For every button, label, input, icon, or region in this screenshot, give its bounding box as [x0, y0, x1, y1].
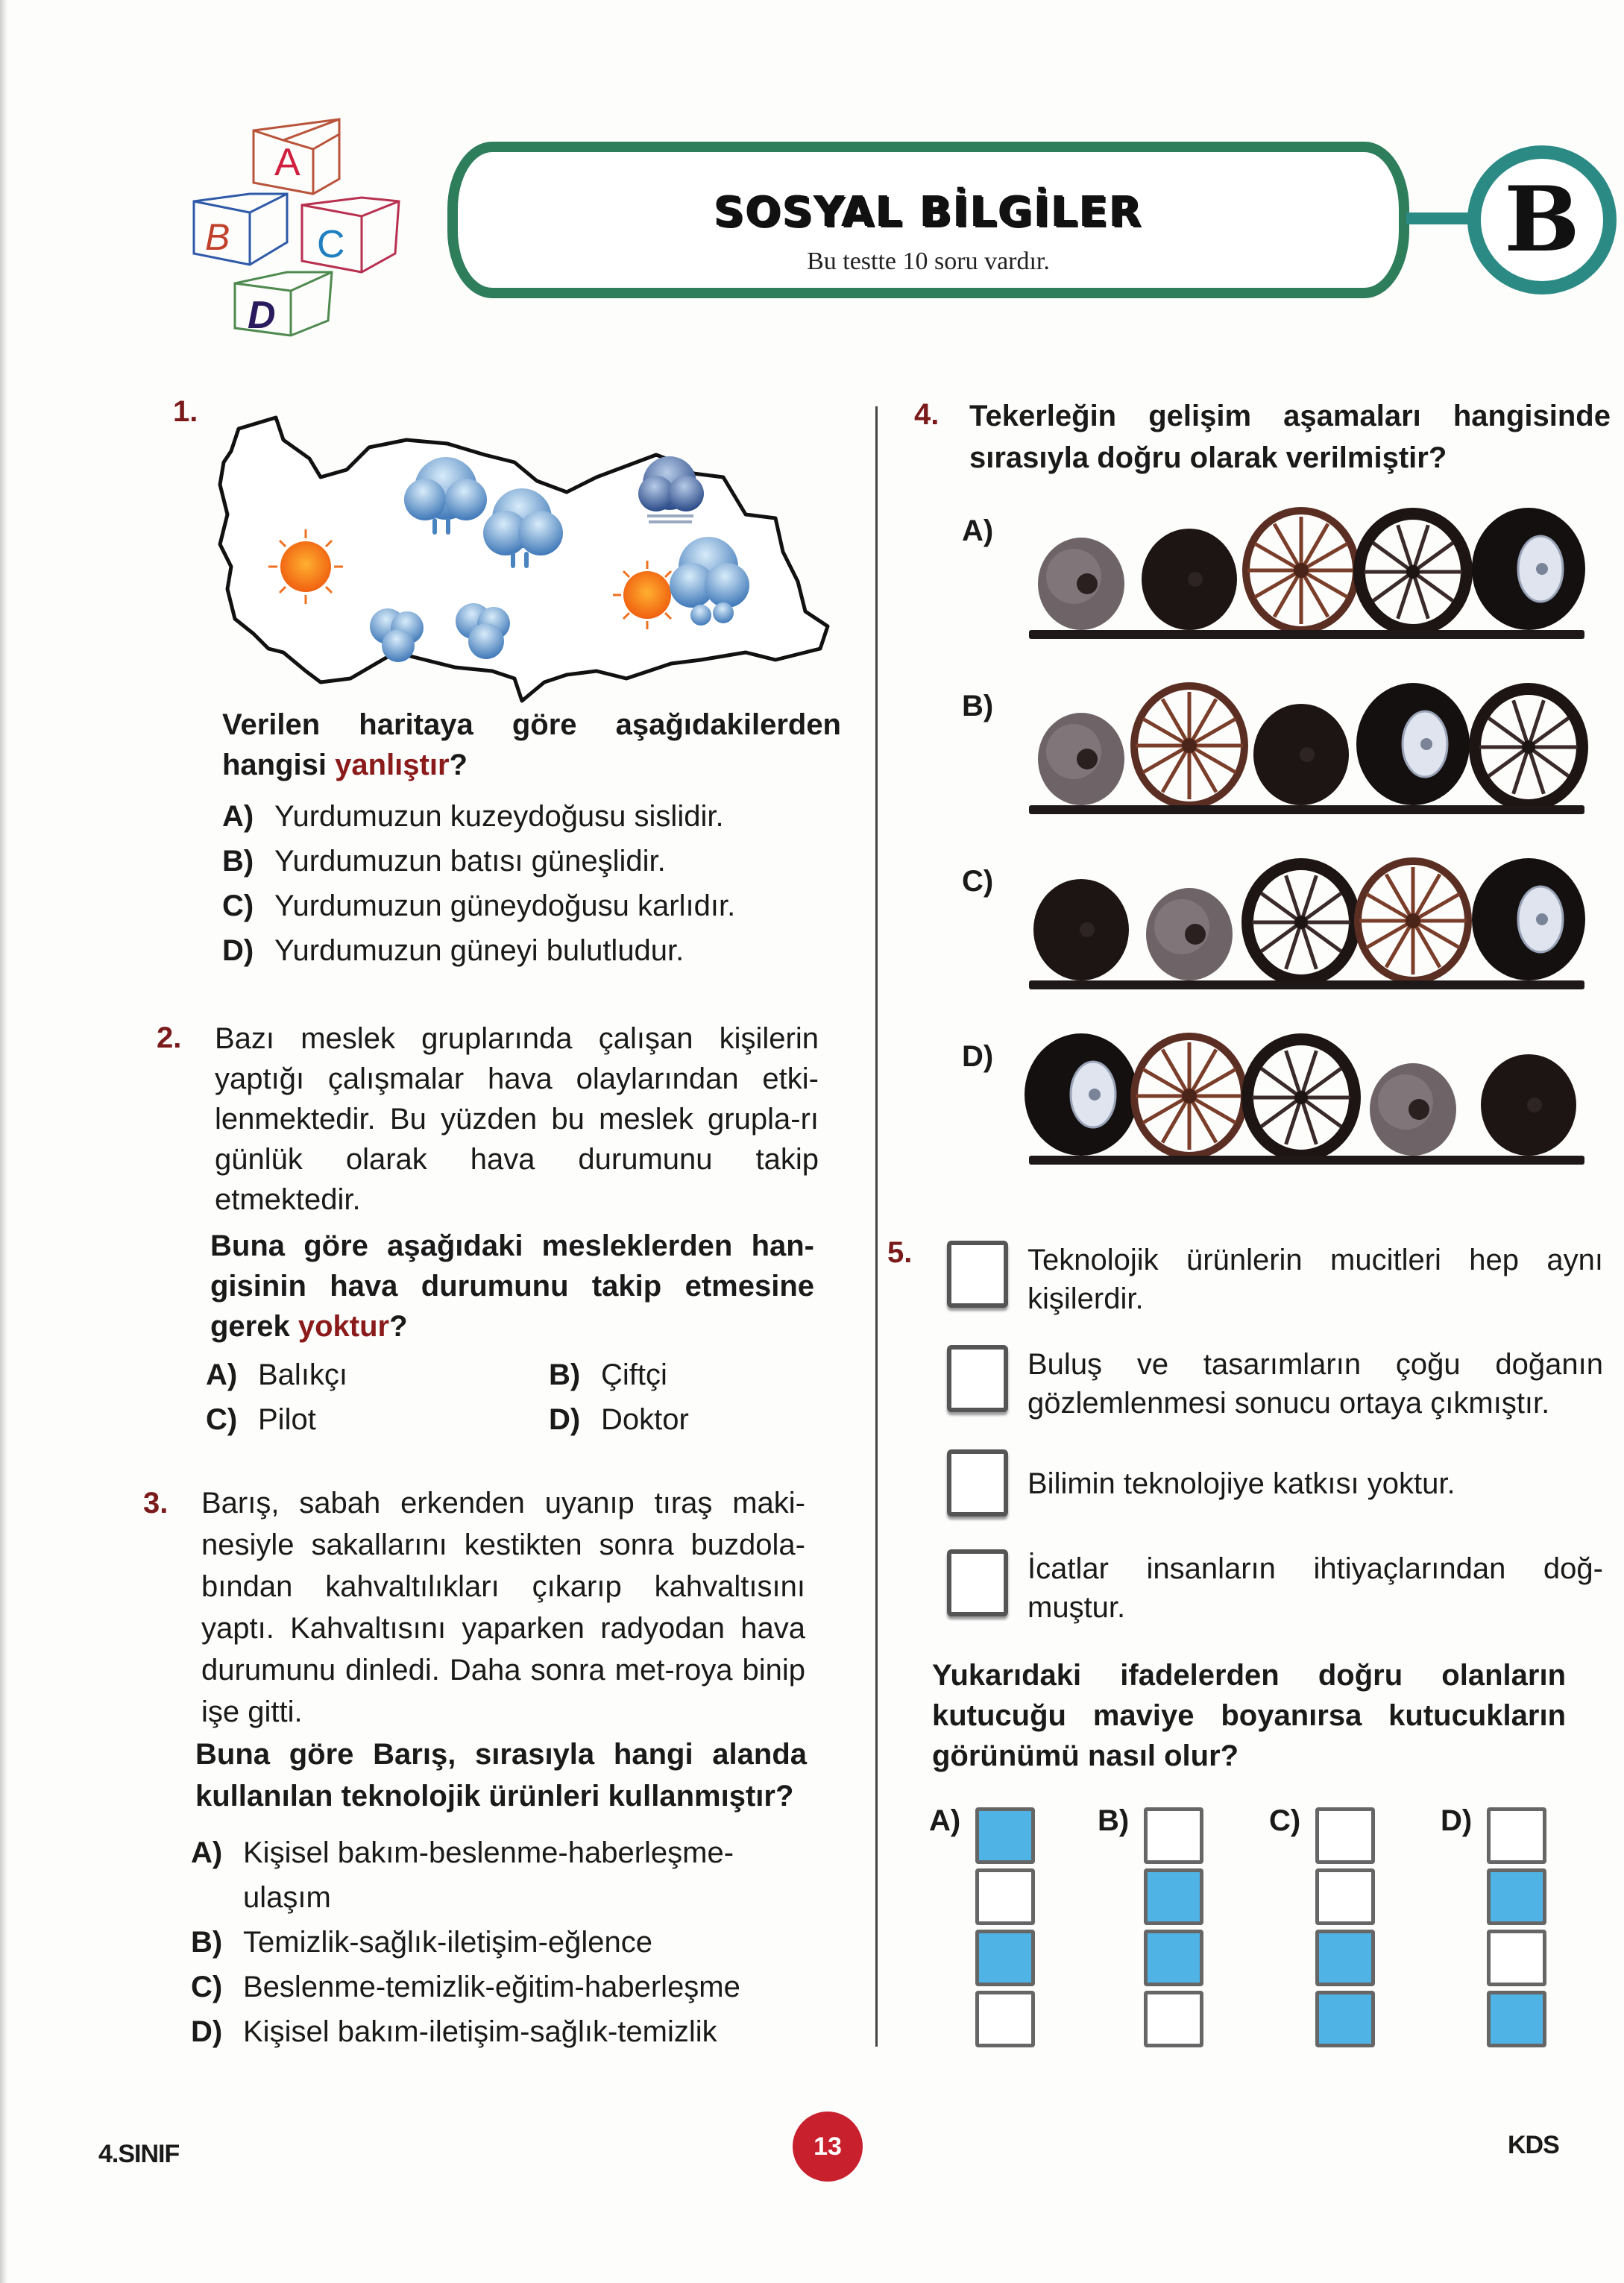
page-edge	[0, 0, 7, 2283]
blue-box	[1487, 1868, 1546, 1925]
booklet-letter: B	[1504, 167, 1580, 272]
option-label: A)	[191, 1836, 223, 1869]
spoked-wheel-icon	[1247, 1039, 1355, 1156]
question-1-number: 1.	[173, 395, 198, 428]
statement-text: Bilimin teknolojiye katkısı yoktur.	[1027, 1467, 1455, 1500]
title-banner	[447, 142, 1409, 298]
option-label: D)	[1441, 1804, 1473, 1837]
option-label: C)	[1269, 1804, 1301, 1837]
empty-box	[1487, 1807, 1546, 1864]
box-stack	[975, 1807, 1035, 2052]
q2-stem-end: ?	[389, 1310, 408, 1343]
q1-stem-text: Verilen haritaya göre aşağıdakilerden hangisi	[222, 708, 841, 781]
question-3-stem: Buna göre Barış, sırasıyla hangi alanda kullanılan teknolojik ürünleri kullanmıştır?	[195, 1738, 807, 1813]
wheel-sequence	[1022, 682, 1588, 824]
blue-box	[975, 1807, 1035, 1864]
test-info: Bu testte 10 soru vardır.	[807, 248, 1050, 275]
option-text: Balıkçı	[258, 1358, 348, 1391]
option-text: Doktor	[601, 1403, 689, 1436]
box-stack	[1487, 1807, 1546, 2052]
q3-option-d[interactable]	[191, 2009, 817, 2054]
column-divider	[875, 406, 878, 2047]
option-text: Yurdumuzun kuzeydoğusu sislidir.	[274, 800, 724, 833]
tire-wheel-icon	[1472, 508, 1585, 630]
question-2-options	[206, 1354, 802, 1440]
block-letter-c: C	[317, 223, 345, 266]
q4-option-b[interactable]	[962, 690, 1581, 839]
q1-stem-highlight: yanlıştır	[335, 749, 450, 781]
question-4-number: 4.	[914, 398, 940, 431]
q3-option-c[interactable]	[191, 1965, 817, 2009]
question-3-number: 3.	[143, 1487, 169, 1520]
option-label: B)	[222, 845, 254, 878]
statement-checkbox[interactable]	[947, 1345, 1008, 1412]
question-2-text: Bazı meslek gruplarında çalışan kişilerin yaptığı çalışmalar hava olaylarından etki-lenmektedir. Bu yüzden bu meslek grupla-rı günlük olarak hava durumunu takip etmektedir.	[215, 1022, 819, 1216]
banner-connector	[1406, 212, 1473, 224]
page-number-badge	[793, 2112, 863, 2182]
stone-wheel-icon	[1146, 888, 1233, 980]
option-label: C)	[962, 865, 994, 898]
stone-wheel-icon	[1370, 1063, 1456, 1156]
blue-box	[1315, 1991, 1375, 2047]
q4-option-c[interactable]	[962, 865, 1581, 1014]
question-2-number: 2.	[157, 1021, 182, 1054]
publisher-label: KDS	[1508, 2131, 1559, 2159]
option-label: D)	[191, 2015, 223, 2048]
q5-statement-2	[947, 1345, 1603, 1423]
q2-option-d[interactable]	[549, 1399, 802, 1440]
stone-wheel-icon	[1038, 538, 1124, 630]
q3-option-b[interactable]	[191, 1920, 817, 1965]
option-text: Kişisel bakım-iletişim-sağlık-temizlik	[243, 2015, 717, 2048]
question-3-text: Barış, sabah erkenden uyanıp tıraş maki-nesiyle sakallarını kestikten sonra buzdola-bından kahvaltılıkları çıkarıp kahvaltısını yaptı. Kahvaltısını yaparken radyodan hava durumunu dinledi. Daha sonra met-roya binip işe gitti.	[201, 1487, 805, 1728]
q5-statement-4	[947, 1549, 1603, 1627]
empty-box	[1487, 1930, 1546, 1986]
q1-option-c[interactable]	[222, 884, 849, 928]
subject-title: SOSYAL BİLGİLER	[714, 188, 1143, 236]
option-label: D)	[222, 934, 254, 967]
q2-stem-text: Buna göre aşağıdaki mesleklerden han-gisinin hava durumunu takip etmesine gerek	[210, 1229, 814, 1343]
q1-option-b[interactable]	[222, 839, 849, 884]
wagon-wheel-icon	[1358, 861, 1468, 980]
wood-wheel-icon	[1481, 1054, 1576, 1156]
q2-option-b[interactable]	[549, 1354, 802, 1396]
wheel-ground-bar	[1029, 805, 1584, 814]
blue-box	[1487, 1991, 1546, 2047]
spoked-wheel-icon	[1247, 864, 1355, 980]
option-label: A)	[929, 1804, 961, 1837]
statement-checkbox[interactable]	[947, 1241, 1008, 1308]
wagon-wheel-icon	[1246, 511, 1356, 630]
blue-box	[1315, 1930, 1375, 1986]
wood-wheel-icon	[1253, 704, 1349, 805]
box-stack	[1144, 1807, 1203, 2052]
turkey-weather-map	[209, 395, 850, 708]
wagon-wheel-icon	[1134, 686, 1244, 805]
q5-statement-3	[947, 1449, 1603, 1517]
wheel-sequence	[1022, 1033, 1588, 1174]
statement-checkbox[interactable]	[947, 1449, 1008, 1517]
q4-option-d[interactable]	[962, 1040, 1581, 1189]
block-letter-a: A	[274, 141, 300, 184]
q1-stem-end: ?	[449, 749, 468, 781]
q1-option-a[interactable]	[222, 794, 849, 839]
abc-blocks-logo	[179, 104, 410, 343]
question-1-stem	[222, 705, 841, 785]
q2-stem-highlight: yoktur	[298, 1310, 390, 1343]
option-label: B)	[1098, 1804, 1130, 1837]
option-text: Temizlik-sağlık-iletişim-eğlence	[243, 1926, 653, 1959]
q1-option-d[interactable]	[222, 928, 849, 973]
empty-box	[1144, 1807, 1203, 1864]
q2-option-c[interactable]	[206, 1399, 549, 1440]
option-text: Kişisel bakım-beslenme-haberleşme-	[243, 1836, 734, 1869]
empty-box	[1144, 1991, 1203, 2047]
grade-label: 4.SINIF	[98, 2140, 180, 2168]
option-label: A)	[222, 800, 254, 833]
blue-box	[1144, 1868, 1203, 1925]
statement-checkbox[interactable]	[947, 1549, 1008, 1616]
question-4-stem: Tekerleğin gelişim aşamaları hangisinde sırasıyla doğru olarak verilmiştir?	[969, 400, 1611, 474]
option-text: Yurdumuzun batısı güneşlidir.	[274, 845, 666, 878]
statement-text: İcatlar insanların ihtiyaçlarından doğ-muştur.	[1027, 1552, 1603, 1624]
option-label: A)	[206, 1358, 238, 1391]
wagon-wheel-icon	[1134, 1036, 1244, 1156]
page-number: 13	[813, 2132, 842, 2161]
question-5-stem: Yukarıdaki ifadelerden doğru olanların kutucuğu maviye boyanırsa kutucukların görünümü nasıl olur?	[932, 1659, 1566, 1772]
blue-box	[1144, 1930, 1203, 1986]
q5-statement-1	[947, 1241, 1603, 1318]
question-3-options	[191, 1830, 817, 2054]
option-label: B)	[191, 1926, 223, 1959]
wheel-ground-bar	[1029, 1156, 1584, 1165]
option-label: C)	[222, 889, 254, 922]
q3-option-a[interactable]	[191, 1830, 817, 1920]
option-label: B)	[549, 1358, 581, 1391]
option-text: Çiftçi	[601, 1358, 667, 1391]
block-letter-b: B	[205, 216, 230, 258]
option-text-continued: ulaşım	[243, 1881, 331, 1914]
wheel-sequence	[1022, 507, 1588, 649]
statement-text: Buluş ve tasarımların çoğu doğanın gözlemlenmesi sonucu ortaya çıkmıştır.	[1027, 1348, 1603, 1420]
option-label: B)	[962, 690, 994, 722]
empty-box	[975, 1868, 1035, 1925]
block-letter-d: D	[248, 294, 276, 337]
empty-box	[975, 1991, 1035, 2047]
question-2-stem	[210, 1226, 814, 1347]
stone-wheel-icon	[1038, 713, 1124, 805]
option-text: Beslenme-temizlik-eğitim-haberleşme	[243, 1971, 740, 2003]
option-text: Yurdumuzun güneyi bulutludur.	[274, 934, 684, 967]
wheel-ground-bar	[1029, 630, 1584, 639]
wood-wheel-icon	[1033, 879, 1129, 980]
option-label: D)	[549, 1403, 581, 1436]
q2-option-a[interactable]	[206, 1354, 549, 1396]
wheel-sequence	[1022, 857, 1588, 999]
question-5-number: 5.	[887, 1236, 913, 1269]
option-text: Pilot	[258, 1403, 316, 1436]
wood-wheel-icon	[1142, 529, 1237, 630]
q4-option-a[interactable]	[962, 514, 1581, 664]
question-1-options	[222, 794, 849, 973]
statement-text: Teknolojik ürünlerin mucitleri hep aynı kişilerdir.	[1027, 1244, 1603, 1315]
wheel-ground-bar	[1029, 980, 1584, 989]
option-label: C)	[206, 1403, 238, 1436]
spoked-wheel-icon	[1475, 689, 1582, 805]
option-label: C)	[191, 1971, 223, 2003]
option-label: A)	[962, 514, 994, 547]
box-stack	[1315, 1807, 1375, 2052]
tire-wheel-icon	[1025, 1033, 1138, 1156]
booklet-type-badge	[1467, 145, 1617, 295]
empty-box	[1315, 1807, 1375, 1864]
option-label: D)	[962, 1040, 994, 1073]
blue-box	[975, 1930, 1035, 1986]
tire-wheel-icon	[1472, 858, 1585, 980]
tire-wheel-icon	[1356, 683, 1470, 805]
empty-box	[1315, 1868, 1375, 1925]
spoked-wheel-icon	[1359, 514, 1467, 630]
option-text: Yurdumuzun güneydoğusu karlıdır.	[274, 889, 736, 922]
